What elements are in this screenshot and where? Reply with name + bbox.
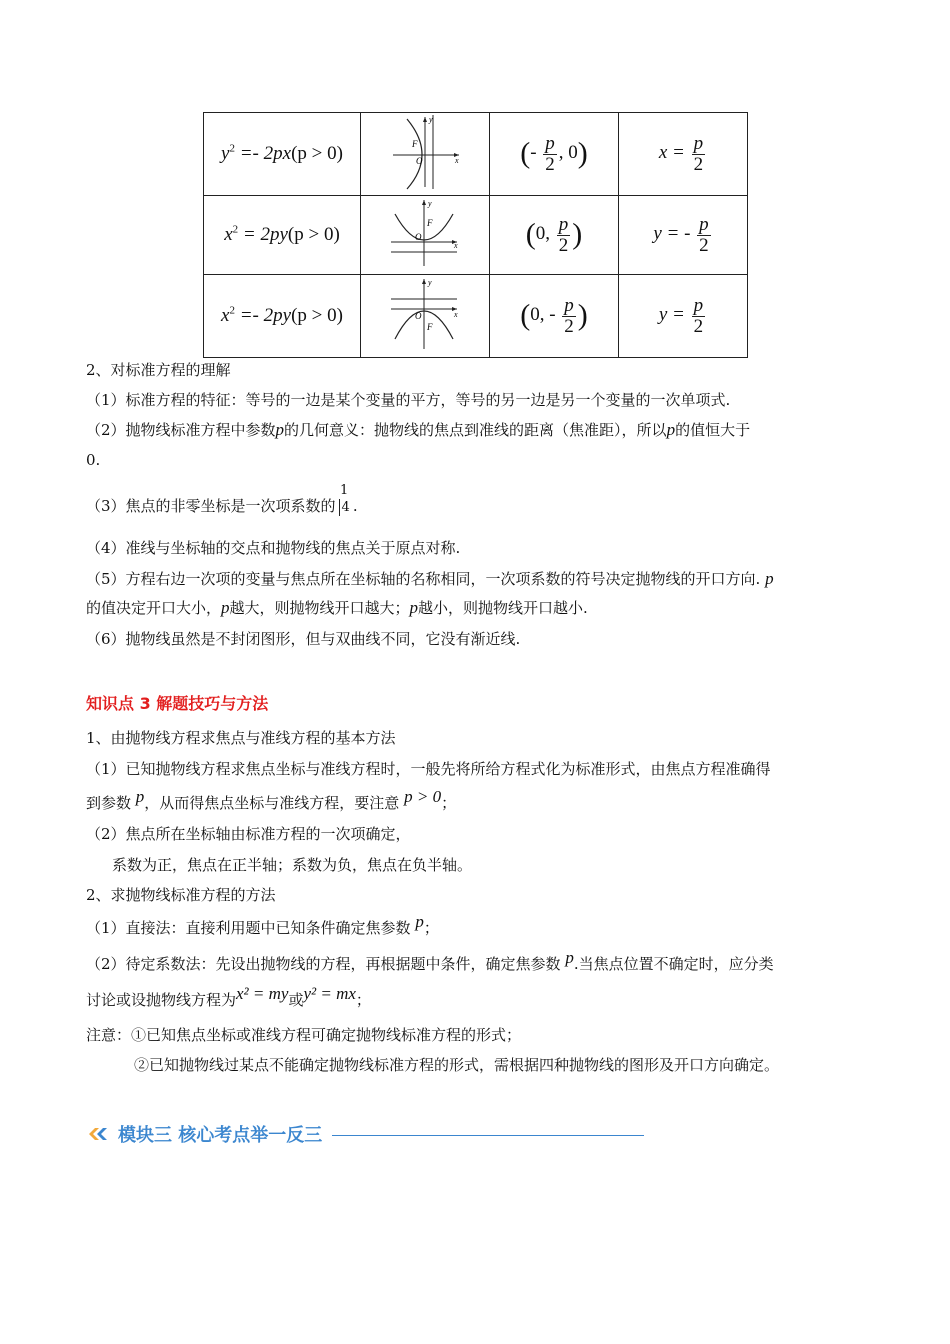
focus-label: F	[412, 139, 418, 149]
equation-cell: $x^2 = 2py(p > 0)$	[204, 196, 361, 275]
x-axis-label: x	[454, 241, 458, 250]
paragraph: （1）标准方程的特征：等号的一边是某个变量的平方，等号的另一边是另一个变量的一次单项式.	[86, 391, 731, 409]
parabola-up-graph	[385, 196, 465, 270]
paragraph: （5）方程右边一次项的变量与焦点所在坐标轴的名称相同，一次项系数的符号决定抛物线的开口方向. p	[86, 569, 774, 588]
focus-cell: (0, - $\frac{p}{2}$ )	[490, 275, 619, 358]
section-title: 1、由抛物线方程求焦点与准线方程的基本方法	[86, 729, 396, 747]
module-rule	[332, 1135, 644, 1136]
x-axis-label: x	[454, 310, 458, 319]
graph-cell	[361, 196, 490, 275]
graph-cell	[361, 275, 490, 358]
parabola-down-graph	[385, 275, 465, 353]
paragraph: （3）焦点的非零坐标是一次项系数的 1 4 .	[86, 483, 358, 515]
equation-cell: $y^2 =- 2px(p > 0)$	[204, 113, 361, 196]
y-axis-label: y	[429, 115, 433, 124]
y-axis-label: y	[428, 278, 432, 287]
section-title: 2、对标准方程的理解	[86, 361, 231, 379]
note: ②已知抛物线过某点不能确定抛物线标准方程的形式，需根据四种抛物线的图形及开口方向确定。	[134, 1056, 780, 1074]
section-title: 2、求抛物线标准方程的方法	[86, 886, 276, 904]
y-axis-label: y	[428, 199, 432, 208]
paragraph: （2）抛物线标准方程中参数p的几何意义：抛物线的焦点到准线的距离（焦准距），所以p的值恒大于	[86, 420, 751, 439]
paragraph: 0.	[86, 451, 101, 469]
focus-cell: (- $\frac{p}{2}$ , 0)	[490, 113, 619, 196]
paragraph: （1）直接法：直接利用题中已知条件确定焦参数 p；	[86, 912, 439, 937]
table-row	[204, 275, 748, 358]
focus-label: F	[427, 322, 433, 332]
paragraph: （2）待定系数法：先设出抛物线的方程，再根据题中条件，确定焦参数 p.当焦点位置不确定时，应分类	[86, 948, 774, 973]
parabola-table	[203, 112, 748, 358]
paragraph: 讨论或设抛物线方程为x² = my或y² = mx；	[86, 984, 371, 1009]
directrix-cell: x = $\frac{p}{2}$	[619, 113, 748, 196]
knowledge-point-heading: 知识点 3 解题技巧与方法	[86, 694, 269, 713]
equation-cell: $x^2 =- 2py(p > 0)$	[204, 275, 361, 358]
table-row	[204, 113, 748, 196]
paragraph: 系数为正，焦点在正半轴；系数为负，焦点在负半轴。	[112, 856, 473, 874]
paragraph: （4）准线与坐标轴的交点和抛物线的焦点关于原点对称.	[86, 539, 461, 557]
parabola-left-graph	[385, 113, 465, 191]
origin-label: O	[415, 232, 422, 242]
module-header	[88, 1121, 644, 1147]
double-chevron-icon	[88, 1126, 112, 1142]
focus-cell: (0, $\frac{p}{2}$ )	[490, 196, 619, 275]
graph-cell	[361, 113, 490, 196]
paragraph: 的值决定开口大小，p越大，则抛物线开口越大；p越小，则抛物线开口越小.	[86, 598, 588, 617]
paragraph: 到参数 p，从而得焦点坐标与准线方程，要注意 p > 0；	[86, 787, 457, 812]
origin-label: O	[415, 311, 422, 321]
paragraph: （1）已知抛物线方程求焦点坐标与准线方程时，一般先将所给方程式化为标准形式，由焦点方程准确得	[86, 760, 771, 778]
origin-label: O	[416, 156, 423, 166]
focus-label: F	[427, 218, 433, 228]
paragraph: （6）抛物线虽然是不封闭图形，但与双曲线不同，它没有渐近线.	[86, 630, 521, 648]
note: 注意：①已知焦点坐标或准线方程可确定抛物线标准方程的形式；	[86, 1026, 522, 1044]
module-title: 模块三 核心考点举一反三	[118, 1125, 323, 1146]
paragraph: （2）焦点所在坐标轴由标准方程的一次项确定，	[86, 825, 411, 843]
directrix-cell: y = $\frac{p}{2}$	[619, 275, 748, 358]
directrix-cell: y = - $\frac{p}{2}$	[619, 196, 748, 275]
table-row	[204, 196, 748, 275]
x-axis-label: x	[455, 156, 459, 165]
